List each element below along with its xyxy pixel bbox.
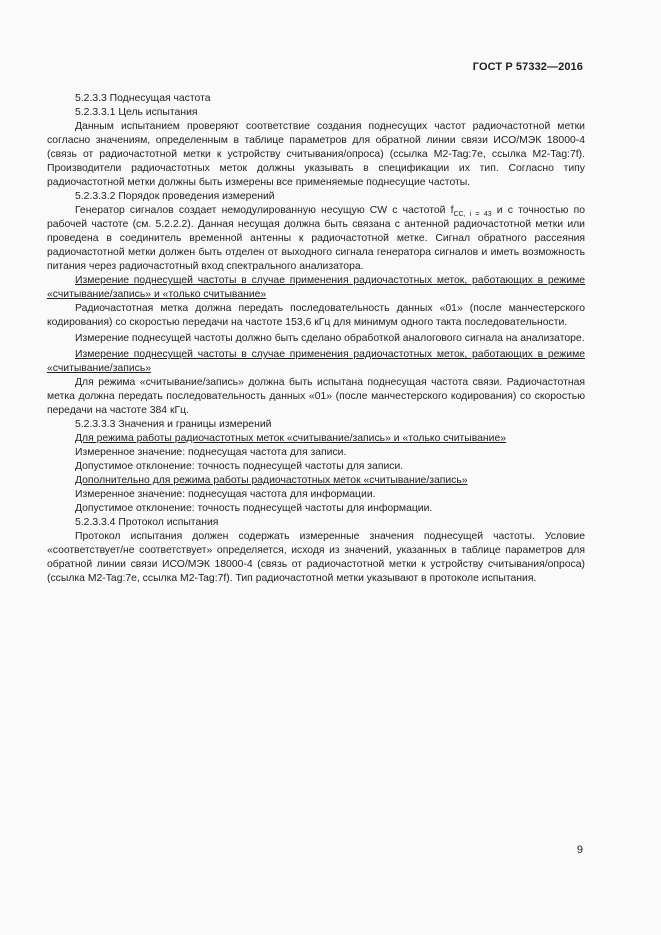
- underlined-heading: Измерение поднесущей частоты в случае применения радиочастотных меток, работающих в режиме «считывание/запись»: [47, 349, 585, 374]
- underlined-heading: Измерение поднесущей частоты в случае применения радиочастотных меток, работающих в режиме «считывание/запись» и «только считывание»: [47, 275, 585, 300]
- subsection-heading: 5.2.3.3.1 Цель испытания: [75, 107, 198, 118]
- list-line: Измеренное значение: поднесущая частота для записи.: [75, 447, 347, 458]
- subsection-heading: 5.2.3.3.4 Протокол испытания: [75, 517, 219, 528]
- paragraph: [47, 204, 585, 274]
- underlined-heading: Для режима работы радиочастотных меток «считывание/запись» и «только считывание»: [75, 433, 507, 444]
- paragraph-text: и с точностью по рабочей частоте (см. 5.2.2.2). Данная несущая должна быть связана с антенной радиочастотной метки или проведена в соединитель временной антенны к радиочастотной метке. Сигнал обратного рассеяния радиочастотной метки должен быть отделен от выходного сигнала генератора сигналов и иметь возможность питания через радиочастотный вход спектрального анализатора.: [47, 205, 585, 272]
- document-body: [47, 92, 585, 586]
- paragraph: Радиочастотная метка должна передать последовательность данных «01» (после манчестерского кодирования) со скоростью передачи на частоте 153,6 кГц для минимум одного такта последовательности.: [47, 303, 585, 328]
- list-line: Допустимое отклонение: точность поднесущей частоты для информации.: [75, 503, 433, 514]
- subsection-heading: 5.2.3.3.2 Порядок проведения измерений: [75, 191, 275, 202]
- page-number: 9: [576, 844, 583, 856]
- underlined-heading: Дополнительно для режима работы радиочастотных меток «считывание/запись»: [75, 475, 468, 486]
- section-heading: 5.2.3.3 Поднесущая частота: [75, 93, 211, 104]
- standard-header: ГОСТ Р 57332—2016: [472, 61, 583, 73]
- paragraph-text: Генератор сигналов создает немодулированную несущую CW с частотой f: [75, 205, 454, 216]
- paragraph: Данным испытанием проверяют соответствие создания поднесущих частот радиочастотной метки согласно значениям, определенным в таблице параметров для обратной линии связи ИСО/МЭК 18000-4 (связь от радиочастотной метки к устройству считывания/опроса) (ссылка M2-Tag:7е, ссылка M2-Tag:7f). Производители радиочастотных меток должны указывать в спецификации их тип. Согласно типу радиочастотной метки должны быть измерены все применяемые поднесущие частоты.: [47, 121, 585, 188]
- frequency-subscript: CC, i = 43: [453, 211, 492, 219]
- list-line: Измеренное значение: поднесущая частота для информации.: [75, 489, 376, 500]
- paragraph: Измерение поднесущей частоты должно быть сделано обработкой аналогового сигнала на анализаторе.: [75, 333, 585, 344]
- list-line: Допустимое отклонение: точность поднесущей частоты для записи.: [75, 461, 404, 472]
- paragraph: Для режима «считывание/запись» должна быть испытана поднесущая частота связи. Радиочастотная метка должна передать последовательность данных «01» (после манчестерского кодирования) со скоростью передачи на частоте 384 кГц.: [47, 377, 585, 416]
- paragraph: Протокол испытания должен содержать измеренные значения поднесущей частоты. Условие «соответствует/не соответствует» определяется, исходя из значений, указанных в таблице параметров для обратной линии связи ИСО/МЭК 18000-4 (связь от радиочастотной метки к устройству считывания/опроса) (ссылка M2-Tag:7е, ссылка M2-Tag:7f). Тип радиочастотной метки указывают в протоколе испытания.: [47, 531, 585, 584]
- subsection-heading: 5.2.3.3.3 Значения и границы измерений: [75, 419, 272, 430]
